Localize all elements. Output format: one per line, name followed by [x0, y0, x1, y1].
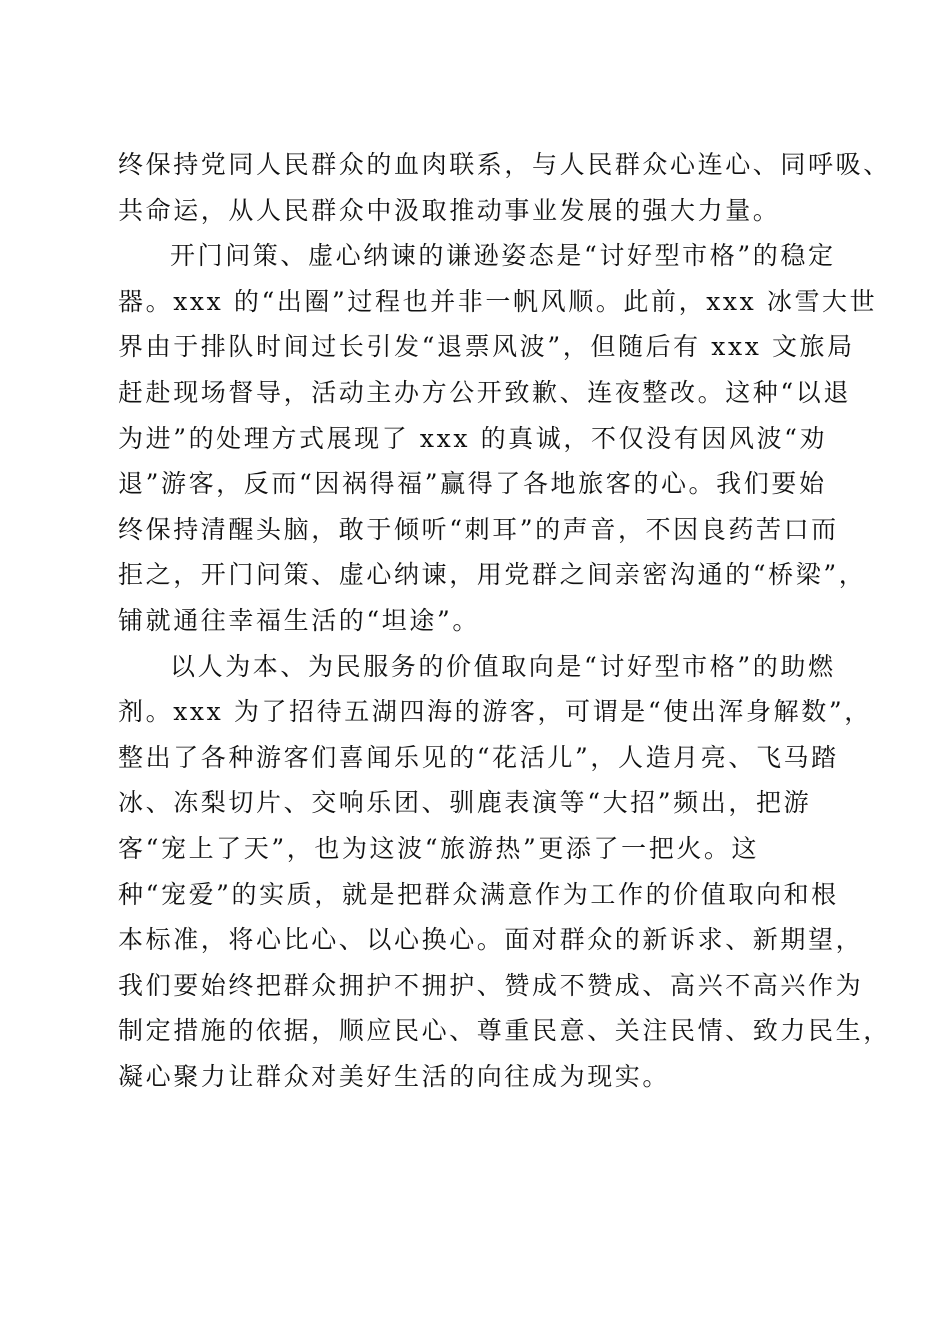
text-line-21: 凝心聚力让群众对美好生活的向往成为现实。	[118, 1061, 671, 1091]
text-line-13: 剂。xxx 为了招待五湖四海的游客，可谓是“使出浑身解数”，	[118, 697, 872, 727]
text-line-19: 我们要始终把群众拥护不拥护、赞成不赞成、高兴不高兴作为	[118, 970, 864, 1000]
text-line-18: 本标准，将心比心、以心换心。面对群众的新诉求、新期望，	[118, 925, 864, 955]
text-line-5: 界由于排队时间过长引发“退票风波”，但随后有 xxx 文旅局	[118, 332, 855, 362]
text-line-15: 冰、冻梨切片、交响乐团、驯鹿表演等“大招”频出，把游	[118, 788, 812, 818]
text-line-1: 终保持党同人民群众的血肉联系，与人民群众心连心、同呼吸、	[118, 150, 891, 179]
text-line-9: 终保持清醒头脑，敢于倾听“刺耳”的声音，不因良药苦口而	[118, 514, 839, 544]
text-line-2: 共命运，从人民群众中汲取推动事业发展的强大力量。	[118, 195, 781, 225]
text-line-10: 拒之，开门问策、虚心纳谏，用党群之间亲密沟通的“桥梁”，	[118, 560, 867, 590]
text-line-20: 制定措施的依据，顺应民心、尊重民意、关注民情、致力民生，	[118, 1016, 891, 1046]
paragraph-3-first-line: 以人为本、为民服务的价值取向是“讨好型市格”的助燃	[170, 651, 836, 681]
paragraph-2-first-line: 开门问策、虚心纳谏的谦逊姿态是“讨好型市格”的稳定	[170, 241, 836, 271]
text-line-8: 退”游客，反而“因祸得福”赢得了各地旅客的心。我们要始	[118, 469, 827, 499]
text-line-6: 赶赴现场督导，活动主办方公开致歉、连夜整改。这种“以退	[118, 377, 851, 407]
text-line-7: 为进”的处理方式展现了 xxx 的真诚，不仅没有因风波“劝	[118, 423, 828, 453]
text-line-17: 种“宠爱”的实质，就是把群众满意作为工作的价值取向和根	[118, 879, 839, 909]
document-body	[118, 142, 891, 1099]
text-line-16: 客“宠上了天”，也为这波“旅游热”更添了一把火。这	[118, 833, 760, 863]
text-line-4: 器。xxx 的“出圈”过程也并非一帆风顺。此前，xxx 冰雪大世	[118, 286, 878, 316]
text-line-14: 整出了各种游客们喜闻乐见的“花活儿”，人造月亮、飞马踏	[118, 742, 839, 772]
text-line-11: 铺就通往幸福生活的“坦途”。	[118, 605, 480, 635]
